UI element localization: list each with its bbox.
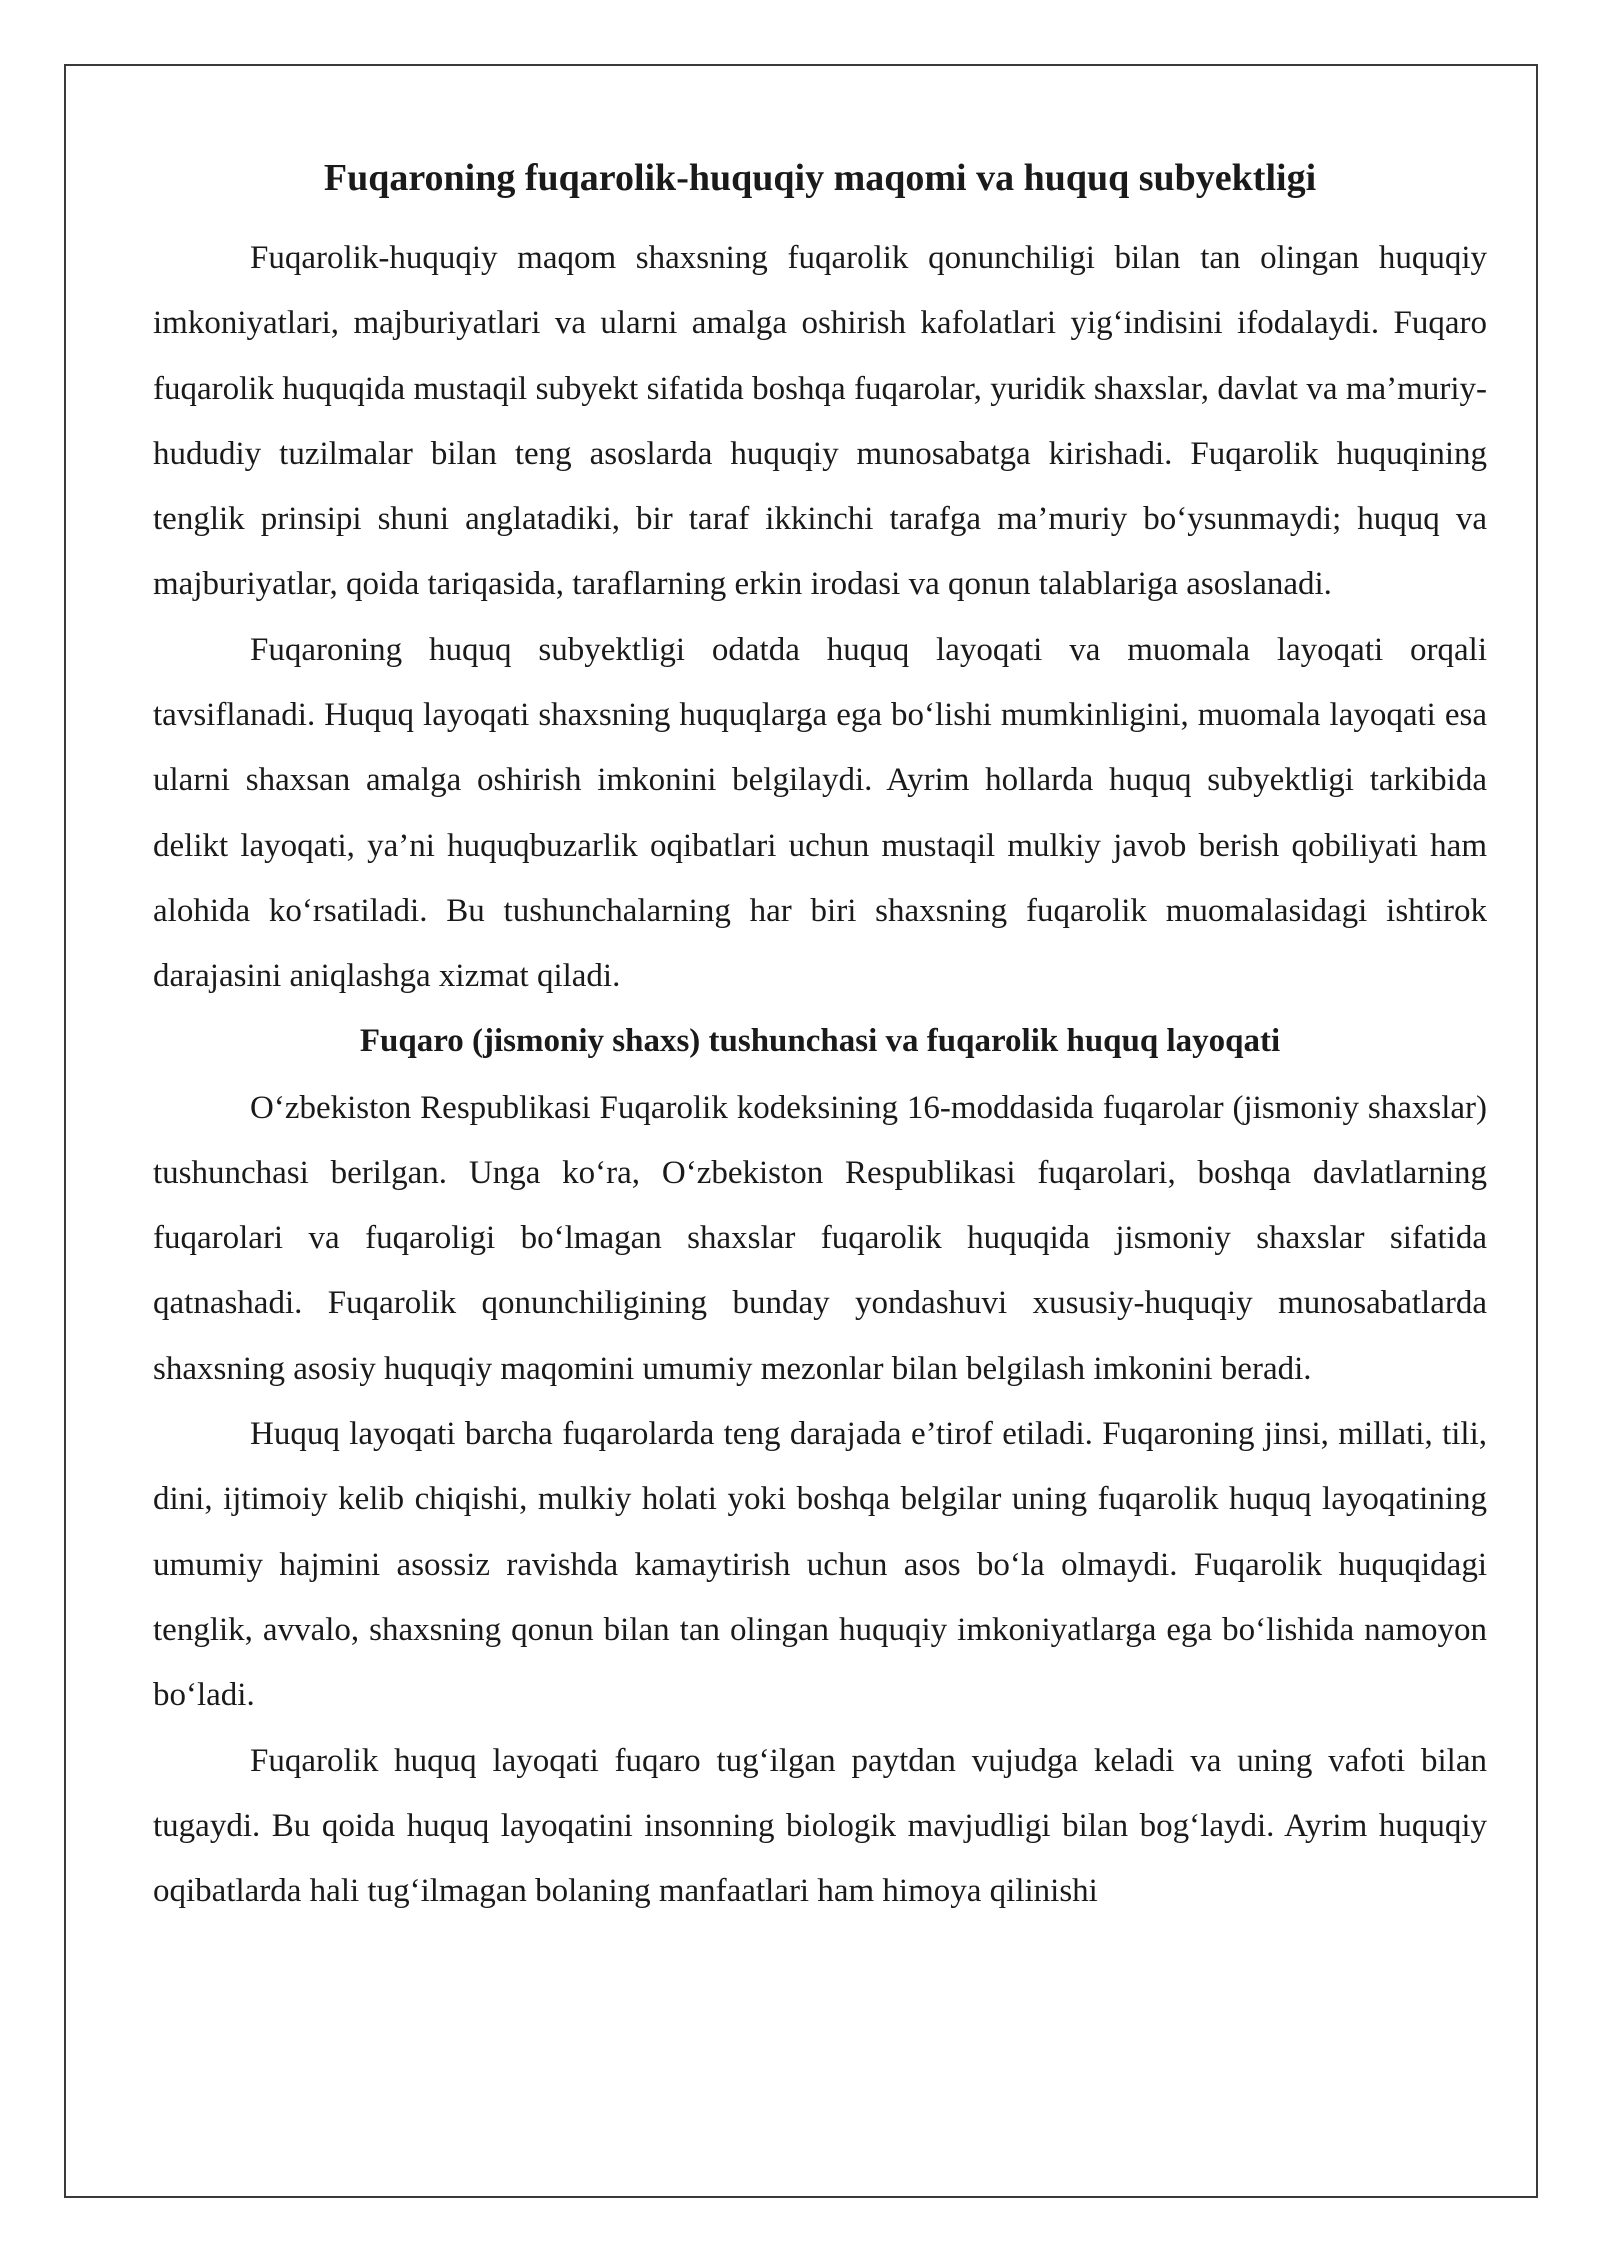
paragraph-legal-status: Fuqarolik-huquqiy maqom shaxsning fuqarolik qonunchiligi bilan tan olingan huquqiy imkoniyatlari, majburiyatlari va ularni amalga oshirish kafolatlari yig‘indisini ifodalaydi. Fuqaro fuqarolik huquqida mustaqil subyekt sifatida boshqa fuqarolar, yuridik shaxslar, davlat va ma’muriy-hududiy tuzilmalar bilan teng asoslarda huquqiy munosabatga kirishadi. Fuqarolik huquqining tenglik prinsipi shuni anglatadiki, bir taraf ikkinchi tarafga ma’muriy bo‘ysunmaydi; huquq va majburiyatlar, qoida tariqasida, taraflarning erkin irodasi va qonun talablariga asoslanadi. bbox=[153, 240, 1487, 603]
document-body bbox=[153, 150, 1487, 1924]
paragraph-civil-code-article: O‘zbekiston Respublikasi Fuqarolik kodeksining 16-moddasida fuqarolar (jismoniy shaxslar) tushunchasi berilgan. Unga ko‘ra, O‘zbekiston Respublikasi fuqarolari, boshqa davlatlarning fuqarolari va fuqaroligi bo‘lmagan shaxslar fuqarolik huquqida jismoniy shaxslar sifatida qatnashadi. Fuqarolik qonunchiligining bunday yondashuvi xususiy-huquqiy munosabatlarda shaxsning asosiy huquqiy maqomini umumiy mezonlar bilan belgilash imkonini beradi. bbox=[153, 1089, 1487, 1387]
paragraph-capacity-start-end: Fuqarolik huquq layoqati fuqaro tug‘ilgan paytdan vujudga keladi va uning vafoti bilan tugaydi. Bu qoida huquq layoqatini insonning biologik mavjudligi bilan bog‘laydi. Ayrim huquqiy oqibatlarda hali tug‘ilmagan bolaning manfaatlari ham himoya qilinishi bbox=[153, 1742, 1487, 1910]
paragraph-equal-capacity: Huquq layoqati barcha fuqarolarda teng darajada e’tirof etiladi. Fuqaroning jinsi, millati, tili, dini, ijtimoiy kelib chiqishi, mulkiy holati yoki boshqa belgilar uning fuqarolik huquq layoqatining umumiy hajmini asossiz ravishda kamaytirish uchun asos bo‘la olmaydi. Fuqarolik huquqidagi tenglik, avvalo, shaxsning qonun bilan tan olingan huquqiy imkoniyatlarga ega bo‘lishida namoyon bo‘ladi. bbox=[153, 1416, 1487, 1714]
document-title: Fuqaroning fuqarolik-huquqiy maqomi va huquq subyektligi bbox=[323, 157, 1317, 199]
section-heading: Fuqaro (jismoniy shaxs) tushunchasi va fuqarolik huquq layoqati bbox=[359, 1022, 1281, 1059]
paragraph-legal-personality: Fuqaroning huquq subyektligi odatda huquq layoqati va muomala layoqati orqali tavsiflanadi. Huquq layoqati shaxsning huquqlarga ega bo‘lishi mumkinligini, muomala layoqati esa ularni shaxsan amalga oshirish imkonini belgilaydi. Ayrim hollarda huquq subyektligi tarkibida delikt layoqati, ya’ni huquqbuzarlik oqibatlari uchun mustaqil mulkiy javob berish qobiliyati ham alohida ko‘rsatiladi. Bu tushunchalarning har biri shaxsning fuqarolik muomalasidagi ishtirok darajasini aniqlashga xizmat qiladi. bbox=[153, 631, 1487, 995]
